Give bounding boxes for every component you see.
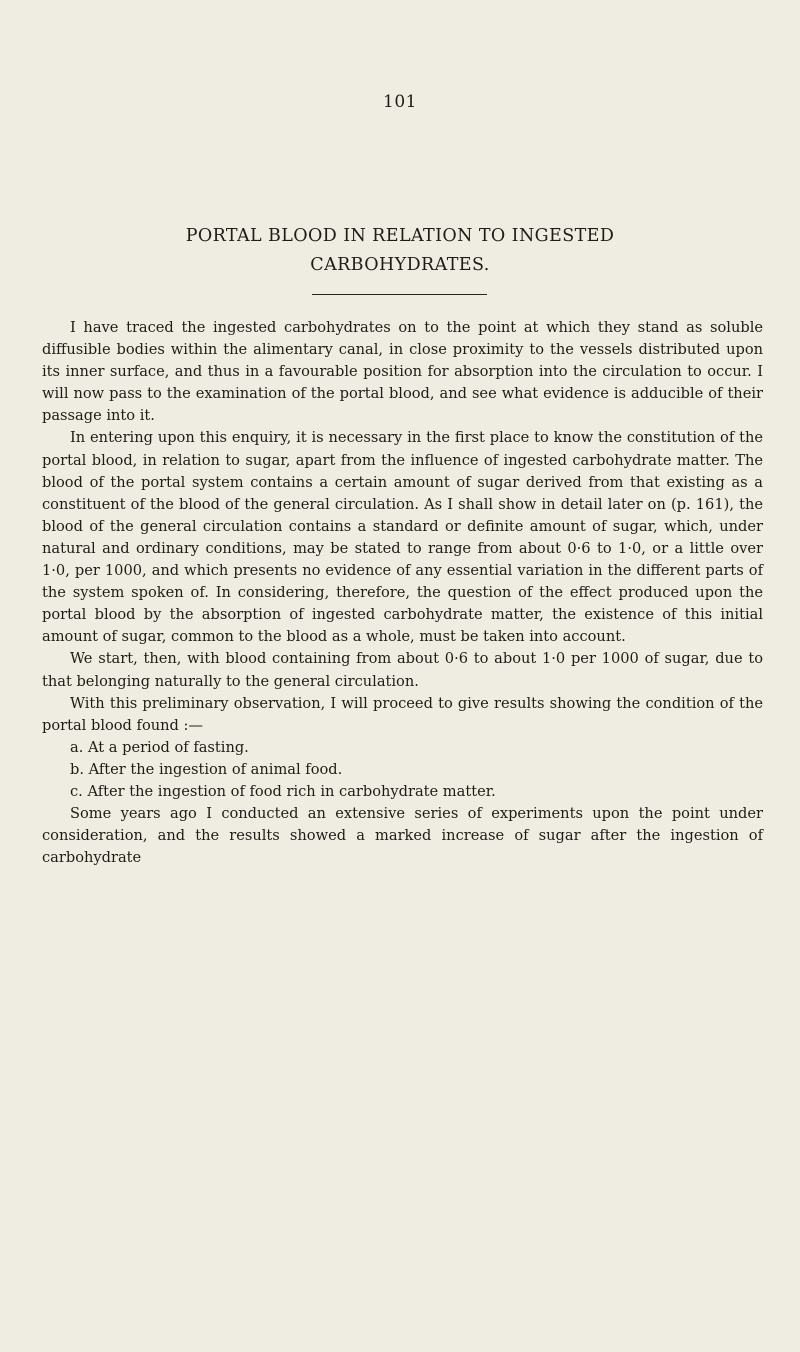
list-item: a. At a period of fasting. bbox=[70, 738, 249, 756]
title-divider bbox=[312, 294, 487, 295]
chapter-title-line-2: CARBOHYDRATES. bbox=[310, 255, 490, 275]
paragraph: With this preliminary observation, I will proceed to give results showing the condition of the portal blood found :— bbox=[42, 694, 763, 734]
body-text bbox=[42, 317, 763, 869]
paragraph: I have traced the ingested carbohydrates on to the point at which they stand as soluble diffusible bodies within the alimentary canal, in close proximity to the vessels distributed upon its inner surface, and thus in a favourable position for absorption into the circulation to occur. I will now pass to the examination of the portal blood, and see what evidence is adducible of their passage into it. bbox=[42, 319, 763, 425]
paragraph: In entering upon this enquiry, it is necessary in the first place to know the constitution of the portal blood, in relation to sugar, apart from the influence of ingested carbohydrate matter. The blood of the portal system contains a certain amount of sugar derived from that existing as a constituent of the blood of the general circulation. As I shall show in detail later on (p. 161), the blood of the general circulation contains a standard or definite amount of sugar, which, under natural and ordinary conditions, may be stated to range from about 0·6 to 1·0, or a little over 1·0, per 1000, and which presents no evidence of any essential variation in the different parts of the system spoken of. In considering, therefore, the question of the effect produced upon the portal blood by the absorption of ingested carbohydrate matter, the existence of this initial amount of sugar, common to the blood as a whole, must be taken into account. bbox=[42, 429, 763, 646]
list-item: b. After the ingestion of animal food. bbox=[70, 760, 343, 778]
list-item: c. After the ingestion of food rich in carbohydrate matter. bbox=[70, 782, 496, 800]
chapter-title bbox=[60, 222, 740, 280]
chapter-title-line-1: PORTAL BLOOD IN RELATION TO INGESTED bbox=[185, 226, 615, 246]
page-number: 101 bbox=[383, 92, 417, 112]
paragraph: We start, then, with blood containing from about 0·6 to about 1·0 per 1000 of sugar, due to that belonging naturally to the general circulation. bbox=[42, 650, 763, 690]
paragraph: Some years ago I conducted an extensive series of experiments upon the point under consideration, and the results showed a marked increase of sugar after the ingestion of carbohydrate bbox=[42, 805, 763, 867]
